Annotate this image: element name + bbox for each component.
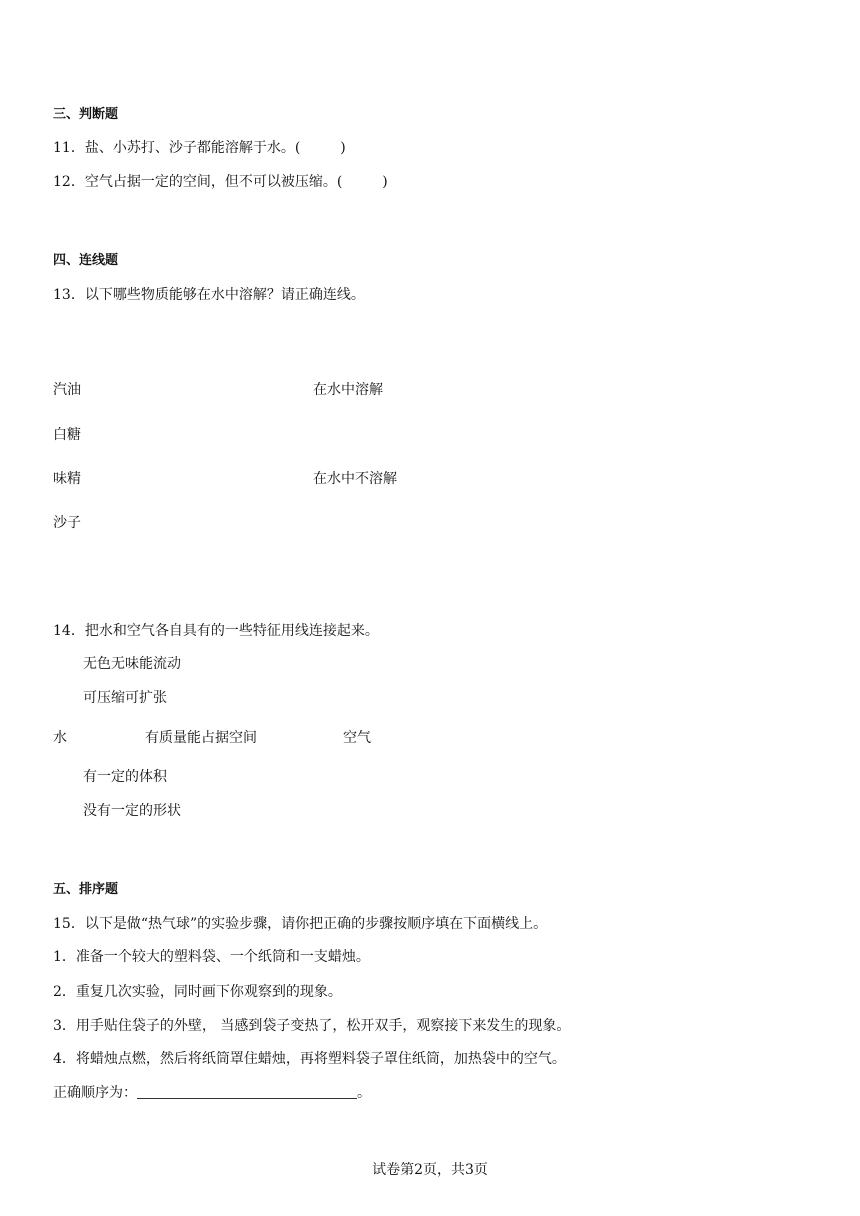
- question-14: 14．把水和空气各自具有的一些特征用线连接起来。: [53, 623, 379, 639]
- question-12-text: 12．空气占据一定的空间，但不可以被压缩。(: [53, 174, 343, 190]
- question-15: 15．以下是做“热气球”的实验步骤，请你把正确的步骤按顺序填在下面横线上。: [53, 916, 548, 932]
- page-footer: 试卷第2页，共3页: [372, 1162, 488, 1178]
- left-item-msg: 味精: [53, 471, 81, 487]
- question-11: [53, 139, 346, 157]
- section-5-heading: 五、排序题: [53, 882, 119, 897]
- step-2: 2．重复几次实验，同时画下你观察到的现象。: [53, 984, 342, 1000]
- answer-line: [53, 1084, 371, 1102]
- question-11-text: 11．盐、小苏打、沙子都能溶解于水。(: [53, 140, 301, 156]
- answer-blank-15[interactable]: [137, 1084, 357, 1099]
- right-item-dissolves: 在水中溶解: [313, 382, 383, 398]
- feature-no-fixed-shape: 没有一定的形状: [83, 803, 181, 819]
- label-water: 水: [53, 730, 67, 746]
- answer-end: 。: [357, 1085, 371, 1101]
- step-4: 4．将蜡烛点燃，然后将纸筒罩住蜡烛，再将塑料袋子罩住纸筒，加热袋中的空气。: [53, 1051, 566, 1067]
- feature-fixed-volume: 有一定的体积: [83, 769, 167, 785]
- left-item-sand: 沙子: [53, 515, 81, 531]
- section-4-heading: 四、连线题: [53, 253, 119, 268]
- left-item-sugar: 白糖: [53, 427, 81, 443]
- question-13: 13．以下哪些物质能够在水中溶解？请正确连线。: [53, 287, 365, 303]
- step-3: 3．用手贴住袋子的外壁， 当感到袋子变热了，松开双手，观察接下来发生的现象。: [53, 1018, 571, 1034]
- step-1: 1．准备一个较大的塑料袋、一个纸筒和一支蜡烛。: [53, 949, 370, 965]
- right-item-not-dissolves: 在水中不溶解: [313, 471, 397, 487]
- label-air: 空气: [343, 730, 371, 746]
- question-12: [53, 173, 388, 191]
- section-3-heading: 三、判断题: [53, 107, 119, 122]
- feature-mass-space: 有质量能占据空间: [145, 730, 257, 746]
- question-11-close: ): [340, 140, 346, 156]
- feature-compressible: 可压缩可扩张: [83, 690, 167, 706]
- question-12-close: ): [382, 174, 388, 190]
- answer-label: 正确顺序为：: [53, 1085, 137, 1101]
- feature-colorless-flowing: 无色无味能流动: [83, 656, 181, 672]
- left-item-gasoline: 汽油: [53, 382, 81, 398]
